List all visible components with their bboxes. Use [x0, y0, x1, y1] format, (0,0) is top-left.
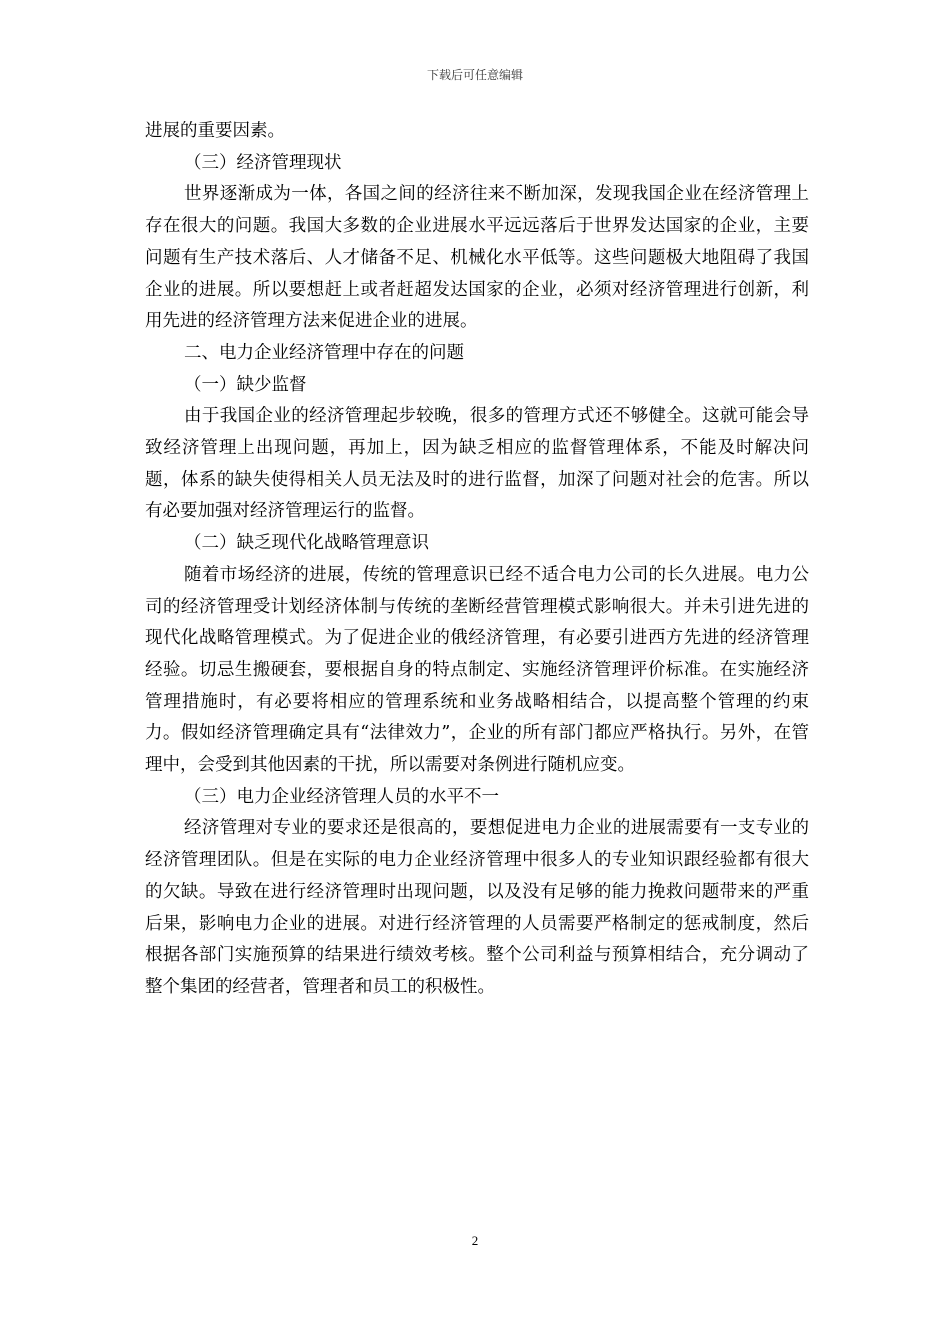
subsection-heading-strategy: （二）缺乏现代化战略管理意识: [184, 533, 429, 554]
section-heading-status: （三）经济管理现状: [184, 152, 342, 173]
subsection-heading-supervision: （一）缺少监督: [184, 374, 307, 395]
document-body: [145, 116, 809, 1004]
subsection-heading-staff: （三）电力企业经济管理人员的水平不一: [184, 786, 499, 807]
paragraph: 世界逐渐成为一体，各国之间的经济往来不断加深，发现我国企业在经济管理上存在很大的问题。我国大多数的企业进展水平远远落后于世界发达国家的企业，主要问题有生产技术落后、人才储备不足、机械化水平低等。这些问题极大地阻碍了我国企业的进展。所以要想赶上或者赶超发达国家的企业，必须对经济管理进行创新，利用先进的经济管理方法来促进企业的进展。: [145, 184, 809, 332]
paragraph: 由于我国企业的经济管理起步较晚，很多的管理方式还不够健全。这就可能会导致经济管理上出现问题，再加上，因为缺乏相应的监督管理体系，不能及时解决问题，体系的缺失使得相关人员无法及时的进行监督，加深了问题对社会的危害。所以有必要加强对经济管理运行的监督。: [145, 406, 809, 522]
paragraph-continuation: 进展的重要因素。: [145, 121, 285, 141]
section-heading-problems: 二、电力企业经济管理中存在的问题: [184, 342, 464, 363]
page-header: 下载后可任意编辑: [426, 68, 523, 82]
paragraph: 随着市场经济的进展，传统的管理意识已经不适合电力公司的长久进展。电力公司的经济管理受计划经济体制与传统的垄断经营管理模式影响很大。并未引进先进的现代化战略管理模式。为了促进企业的俄经济管理，有必要引进西方先进的经济管理经验。切忌生搬硬套，要根据自身的特点制定、实施经济管理评价标准。在实施经济管理措施时，有必要将相应的管理系统和业务战略相结合，以提高整个管理的约束力。假如经济管理确定具有“法律效力”，企业的所有部门都应严格执行。另外，在管理中，会受到其他因素的干扰，所以需要对条例进行随机应变。: [145, 564, 809, 776]
paragraph: 经济管理对专业的要求还是很高的，要想促进电力企业的进展需要有一支专业的经济管理团队。但是在实际的电力企业经济管理中很多人的专业知识跟经验都有很大的欠缺。导致在进行经济管理时出现问题，以及没有足够的能力挽救问题带来的严重后果，影响电力企业的进展。对进行经济管理的人员需要严格制定的惩戒制度，然后根据各部门实施预算的结果进行绩效考核。整个公司利益与预算相结合，充分调动了整个集团的经营者，管理者和员工的积极性。: [145, 818, 809, 997]
page-number: 2: [471, 1233, 479, 1248]
